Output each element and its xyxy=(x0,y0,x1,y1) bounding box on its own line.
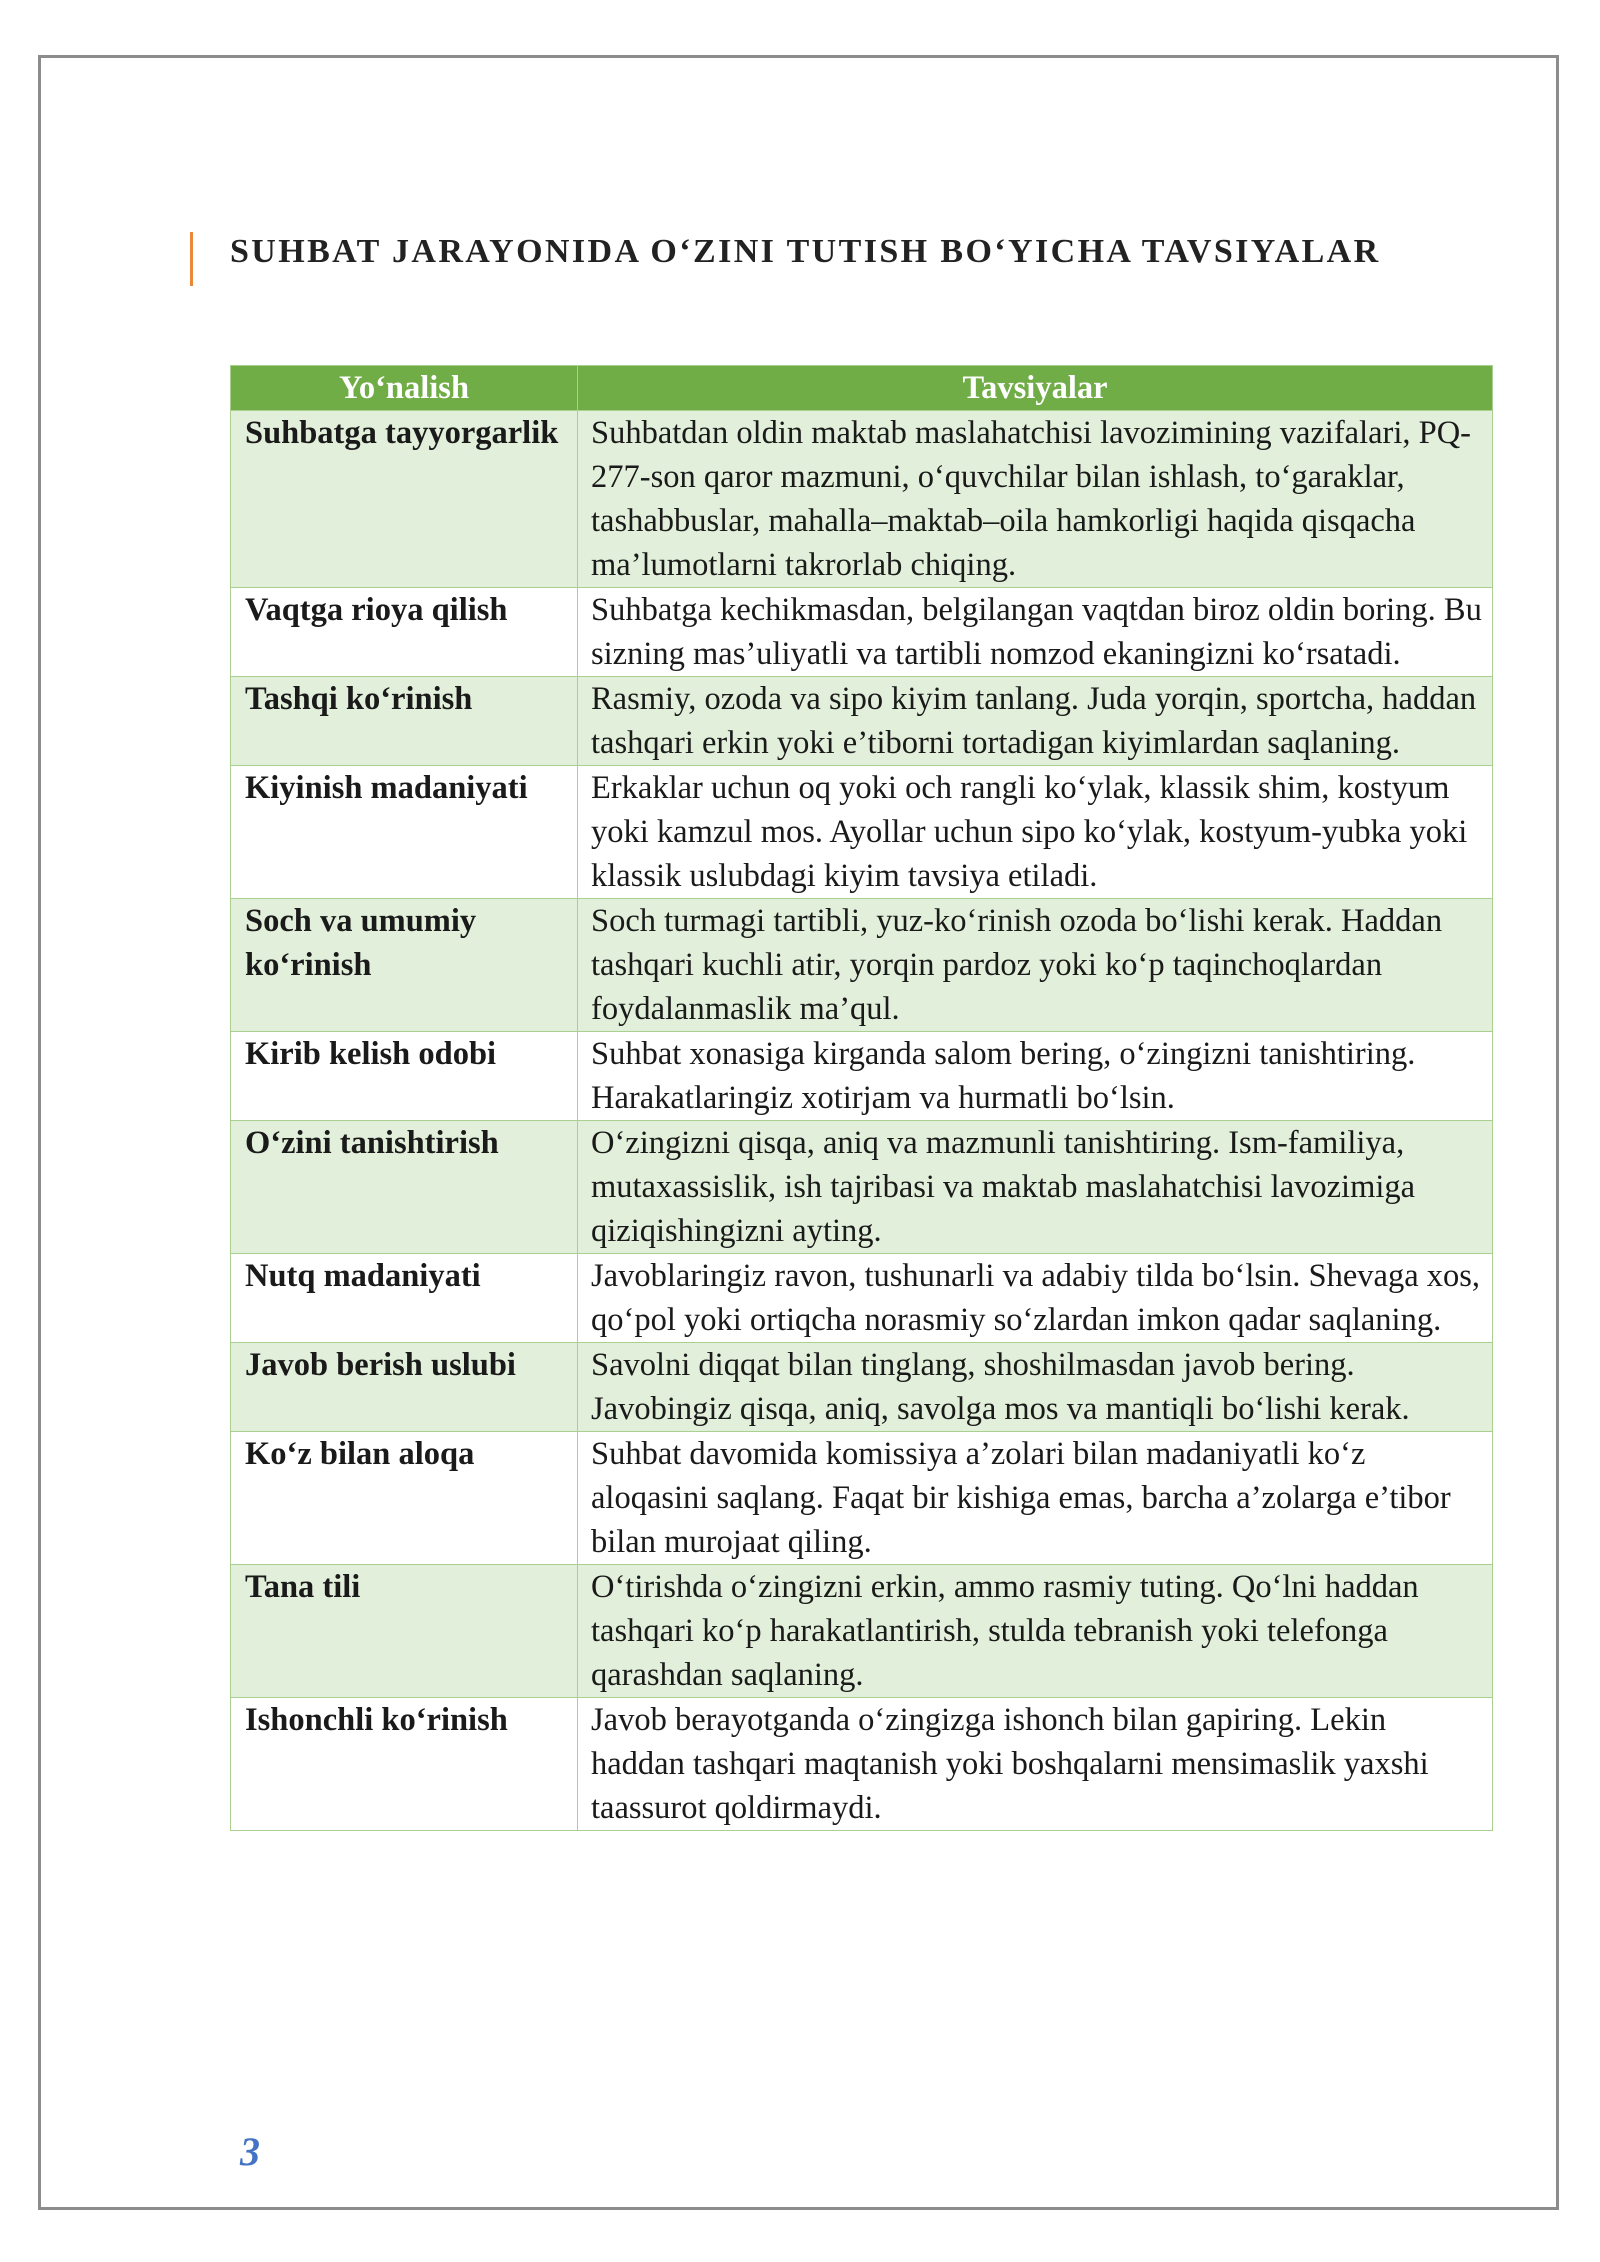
table-header-row xyxy=(231,366,1493,411)
row-direction: Tana tili xyxy=(231,1565,578,1698)
row-recommendation: Javob berayotganda o‘zingizga ishonch bilan gapiring. Lekin haddan tashqari maqtanish yoki boshqalarni mensimaslik yaxshi taassurot qoldirmaydi. xyxy=(578,1698,1493,1831)
row-direction: Nutq madaniyati xyxy=(231,1254,578,1343)
row-direction: Suhbatga tayyorgarlik xyxy=(231,411,578,588)
table-row xyxy=(231,1343,1493,1432)
row-recommendation: Rasmiy, ozoda va sipo kiyim tanlang. Juda yorqin, sportcha, haddan tashqari erkin yoki e’tiborni tortadigan kiyimlardan saqlaning. xyxy=(578,677,1493,766)
table-row xyxy=(231,1698,1493,1831)
row-direction: Soch va umumiy ko‘rinish xyxy=(231,899,578,1032)
row-recommendation: Suhbat xonasiga kirganda salom bering, o‘zingizni tanishtiring. Harakatlaringiz xotirjam va hurmatli bo‘lsin. xyxy=(578,1032,1493,1121)
row-direction: Ishonchli ko‘rinish xyxy=(231,1698,578,1831)
row-recommendation: Suhbatdan oldin maktab maslahatchisi lavozimining vazifalari, PQ-277-son qaror mazmuni, o‘quvchilar bilan ishlash, to‘garaklar, tashabbuslar, mahalla–maktab–oila hamkorligi haqida qisqacha ma’lumotlarni takrorlab chiqing. xyxy=(578,411,1493,588)
row-recommendation: Erkaklar uchun oq yoki och rangli ko‘ylak, klassik shim, kostyum yoki kamzul mos. Ayollar uchun sipo ko‘ylak, kostyum-yubka yoki klassik uslubdagi kiyim tavsiya etiladi. xyxy=(578,766,1493,899)
row-recommendation: O‘tirishda o‘zingizni erkin, ammo rasmiy tuting. Qo‘lni haddan tashqari ko‘p harakatlantirish, stulda tebranish yoki telefonga qarashdan saqlaning. xyxy=(578,1565,1493,1698)
table-row xyxy=(231,677,1493,766)
row-direction: Ko‘z bilan aloqa xyxy=(231,1432,578,1565)
row-recommendation: Savolni diqqat bilan tinglang, shoshilmasdan javob bering. Javobingiz qisqa, aniq, savolga mos va mantiqli bo‘lishi kerak. xyxy=(578,1343,1493,1432)
page-heading: SUHBAT JARAYONIDA O‘ZINI TUTISH BO‘YICHA TAVSIYALAR xyxy=(230,233,1381,270)
row-direction: Kirib kelish odobi xyxy=(231,1032,578,1121)
page-number: 3 xyxy=(240,2129,260,2174)
table-row xyxy=(231,899,1493,1032)
table-row xyxy=(231,411,1493,588)
column-header-recommendations: Tavsiyalar xyxy=(578,366,1493,411)
recommendations-table xyxy=(230,365,1493,1831)
table-row xyxy=(231,1032,1493,1121)
column-header-direction: Yo‘nalish xyxy=(231,366,578,411)
row-direction: Tashqi ko‘rinish xyxy=(231,677,578,766)
table-row xyxy=(231,588,1493,677)
row-recommendation: Javoblaringiz ravon, tushunarli va adabiy tilda bo‘lsin. Shevaga xos, qo‘pol yoki ortiqcha norasmiy so‘zlardan imkon qadar saqlaning. xyxy=(578,1254,1493,1343)
table-row xyxy=(231,766,1493,899)
row-direction: O‘zini tanishtirish xyxy=(231,1121,578,1254)
row-recommendation: Soch turmagi tartibli, yuz-ko‘rinish ozoda bo‘lishi kerak. Haddan tashqari kuchli atir, yorqin pardoz yoki ko‘p taqinchoqlardan foydalanmaslik ma’qul. xyxy=(578,899,1493,1032)
row-recommendation: Suhbat davomida komissiya a’zolari bilan madaniyatli ko‘z aloqasini saqlang. Faqat bir kishiga emas, barcha a’zolarga e’tibor bilan murojaat qiling. xyxy=(578,1432,1493,1565)
row-direction: Javob berish uslubi xyxy=(231,1343,578,1432)
heading-accent-bar xyxy=(190,232,193,286)
row-direction: Vaqtga rioya qilish xyxy=(231,588,578,677)
row-direction: Kiyinish madaniyati xyxy=(231,766,578,899)
table-row xyxy=(231,1254,1493,1343)
table-row xyxy=(231,1121,1493,1254)
row-recommendation: O‘zingizni qisqa, aniq va mazmunli tanishtiring. Ism-familiya, mutaxassislik, ish tajribasi va maktab maslahatchisi lavozimiga qiziqishingizni ayting. xyxy=(578,1121,1493,1254)
table-row xyxy=(231,1432,1493,1565)
row-recommendation: Suhbatga kechikmasdan, belgilangan vaqtdan biroz oldin boring. Bu sizning mas’uliyatli va tartibli nomzod ekaningizni ko‘rsatadi. xyxy=(578,588,1493,677)
table-row xyxy=(231,1565,1493,1698)
